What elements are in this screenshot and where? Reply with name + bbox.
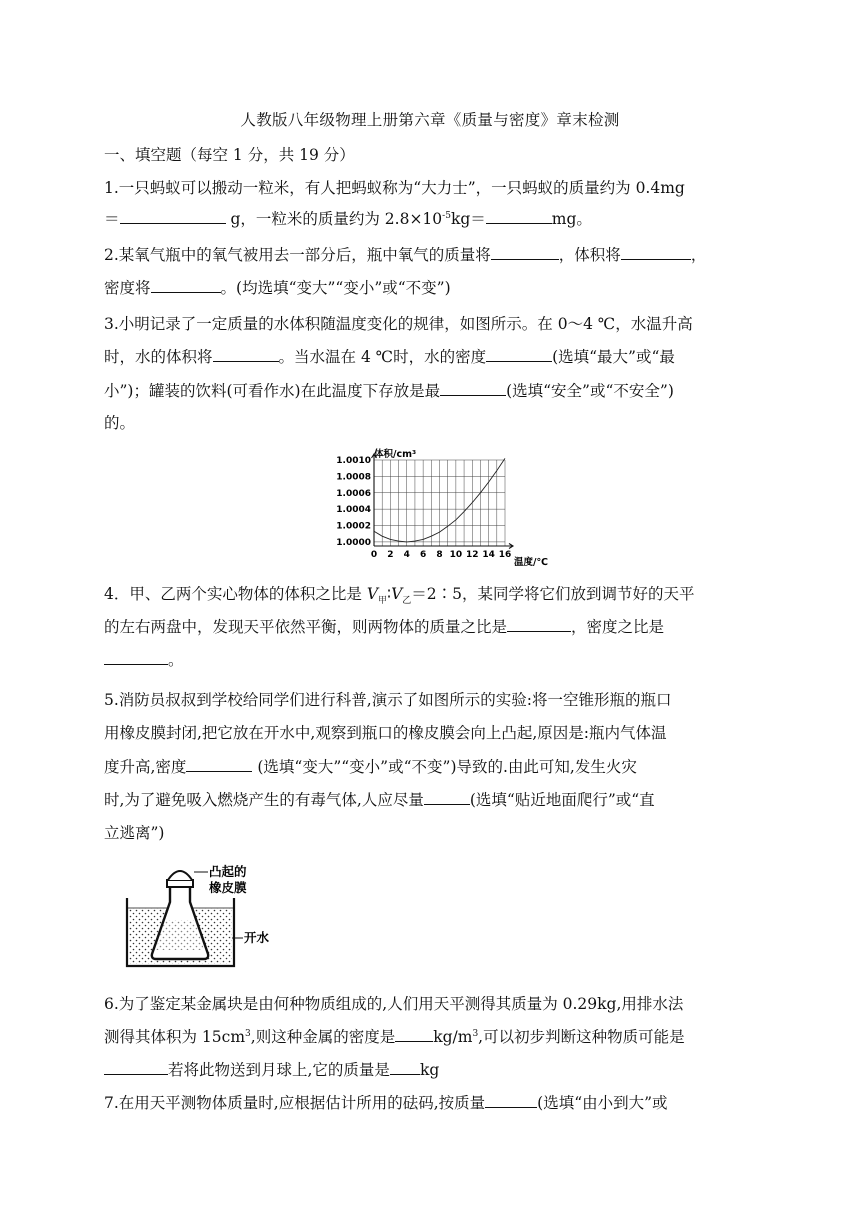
answer-blank[interactable]: [424, 790, 470, 805]
x-tick-label: 12: [465, 550, 479, 560]
x-axis: [374, 544, 513, 549]
label-membrane: 橡皮膜: [209, 880, 247, 895]
question-4-line-2: 的左右两盘中，发现天平依然平衡，则两物体的质量之比是 ，密度之比是: [104, 618, 665, 636]
answer-blank[interactable]: [151, 278, 221, 293]
rubber-membrane: [168, 871, 192, 880]
answer-blank[interactable]: [213, 347, 279, 362]
question-3-line-2: 时，水的体积将 。当水温在 4 ℃时，水的密度 (选填“最大”或“最: [104, 348, 675, 366]
answer-blank[interactable]: [186, 757, 252, 772]
question-4-line-3: 。: [104, 650, 758, 670]
y-tick-label: 1.0004: [336, 505, 371, 516]
page-title: 人教版八年级物理上册第六章《质量与密度》章末检测: [240, 111, 620, 129]
chart-y-ticks: [336, 456, 371, 548]
x-tick-label: 8: [436, 550, 443, 560]
x-tick-label: 6: [419, 550, 427, 560]
question-3-line-1: 3.小明记录了一定质量的水体积随温度变化的规律，如图所示。在 0～4 ℃，水温升高: [104, 315, 693, 333]
question-5-line-4: 时,为了避免吸入燃烧产生的有毒气体,人应尽量 (选填“贴近地面爬行”或“直: [104, 791, 655, 809]
answer-blank[interactable]: [491, 245, 559, 260]
chart-x-label: 温度/℃: [514, 557, 548, 568]
x-tick-label: 4: [403, 550, 410, 560]
question-2-line-1: 2.某氧气瓶中的氧气被用去一部分后，瓶中氧气的质量将 ，体积将 ，: [104, 246, 707, 264]
question-6-line-2: 测得其体积为 $15cm^3$,则这种金属的密度是 $kg/m^3$,可以初步判断这种物质可能是: [104, 1028, 685, 1046]
x-tick-label: 2: [387, 550, 394, 560]
y-tick-label: 1.0000: [336, 537, 371, 548]
answer-blank[interactable]: [621, 245, 691, 260]
y-tick-label: 1.0008: [336, 472, 371, 483]
answer-blank[interactable]: [390, 1060, 420, 1075]
question-5-line-5: 立逃离”): [104, 824, 165, 842]
x-tick-label: 10: [449, 550, 463, 560]
x-tick-label: 0: [370, 550, 378, 560]
y-tick-label: 1.0006: [336, 488, 371, 499]
flask-figure: [120, 858, 280, 970]
answer-blank[interactable]: [507, 617, 571, 632]
question-2-line-2: 密度将 。(均选填“变大”“变小”或“不变”): [104, 279, 451, 297]
y-tick-label: 1.0010: [336, 456, 371, 466]
chart-x-ticks: [371, 550, 511, 560]
x-tick-label: 16: [498, 550, 512, 560]
question-4-line-1: 4．甲、乙两个实心物体的体积之比是 $V_甲∶V_乙=2∶5$，某同学将它们放到调节好的天平: [104, 585, 695, 607]
question-1-line-1: 1.一只蚂蚁可以搬动一粒米，有人把蚂蚁称为“大力士”，一只蚂蚁的质量约为 0.4mg: [104, 179, 685, 197]
label-boiling-water: 开水: [244, 930, 270, 945]
answer-blank[interactable]: [104, 650, 168, 665]
answer-blank[interactable]: [104, 1060, 168, 1075]
question-3-line-4: 的。: [104, 414, 136, 432]
answer-blank[interactable]: [440, 381, 506, 396]
y-tick-label: 1.0002: [336, 521, 371, 532]
answer-blank[interactable]: [485, 1093, 537, 1108]
x-tick-label: 14: [482, 550, 495, 560]
question-5-line-3: 度升高,密度 (选填“变大”“变小”或“不变”)导致的.由此可知,发生火灾: [104, 758, 637, 776]
chart-y-label: 体积/cm³: [374, 449, 417, 460]
answer-blank[interactable]: [486, 347, 552, 362]
question-5-line-1: 5.消防员叔叔到学校给同学们进行科普,演示了如图所示的实验:将一空锥形瓶的瓶口: [104, 691, 672, 709]
answer-blank[interactable]: [120, 209, 226, 224]
chart-axes: [372, 454, 514, 549]
question-1-line-2: ＝ g，一粒米的质量约为 $2.8\times 10^{-5}kg=$ mg。: [104, 210, 592, 228]
section-heading: 一、填空题（每空 1 分，共 19 分）: [104, 146, 355, 164]
label-bulged: 凸起的: [209, 864, 247, 879]
question-7-line-1: 7.在用天平测物体质量时,应根据估计所用的砝码,按质量 (选填“由小到大”或: [104, 1094, 668, 1112]
question-3-line-3: 小”)；罐装的饮料(可看作水)在此温度下存放是最 (选填“安全”或“不安全”): [104, 382, 674, 400]
chart-grid: [374, 460, 505, 546]
water-volume-chart: [330, 448, 570, 568]
question-6-line-3: 若将此物送到月球上,它的质量是 kg: [104, 1060, 758, 1080]
answer-blank[interactable]: [395, 1027, 433, 1042]
question-5-line-2: 用橡皮膜封闭,把它放在开水中,观察到瓶口的橡皮膜会向上凸起,原因是:瓶内气体温: [104, 724, 667, 742]
answer-blank[interactable]: [486, 209, 552, 224]
question-6-line-1: 6.为了鉴定某金属块是由何种物质组成的,人们用天平测得其质量为 0.29kg,用排水法: [104, 995, 684, 1013]
